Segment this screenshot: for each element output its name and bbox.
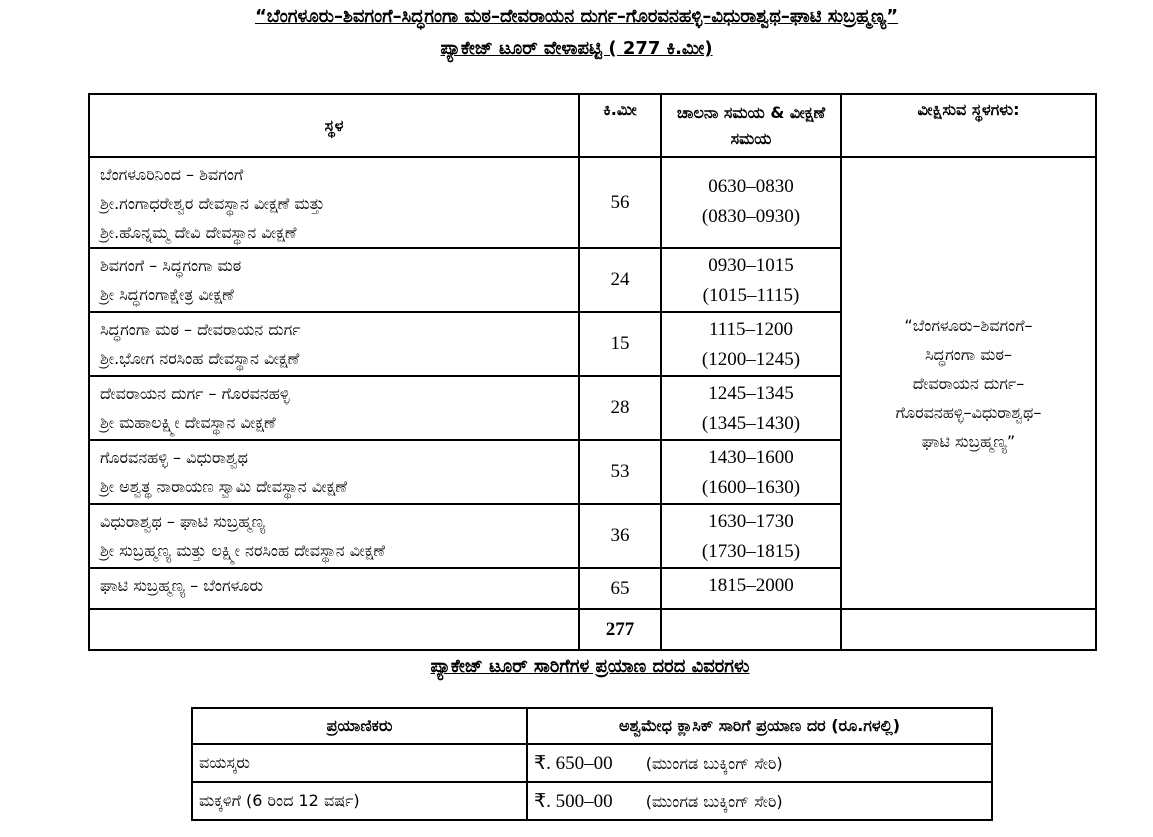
page-subtitle: ಪ್ಯಾಕೇಜ್ ಟೂರ್ ವೇಳಾಪಟ್ಟಿ ( 277 ಕಿ.ಮೀ) [440, 38, 713, 59]
fare-section-title: ಪ್ಯಾಕೇಜ್ ಟೂರ್ ಸಾರಿಗೆಗಳ ಪ್ರಯಾಣ ದರದ ವಿವರಗಳು [430, 656, 750, 677]
drive-time: 1630–1730 [708, 511, 794, 532]
km-cell: 53 [579, 440, 661, 504]
page-title: “ಬೆಂಗಳೂರು–ಶಿವಗಂಗೆ–ಸಿದ್ಧಗಂಗಾ ಮಠ–ದೇವರಾಯನ ದುರ್ಗ–ಗೊರವನಹಳ್ಳಿ–ವಿಧುರಾಶ್ವಥ–ಘಾಟಿ ಸುಬ್ರಹ್ಮಣ್ಯ” [254, 6, 899, 27]
place-cell [89, 504, 579, 568]
table-row [89, 157, 1096, 248]
visit-time: (1015–1115) [702, 285, 800, 306]
visit-time: (1730–1815) [701, 541, 801, 562]
km-cell: 36 [579, 504, 661, 568]
tour-schedule-table [88, 93, 1097, 651]
place-line: ದೇವರಾಯನ ದುರ್ಗ – ಗೊರವನಹಳ್ಳಿ [100, 384, 290, 403]
place-line: ಶ್ರೀ.ಭೋಗ ನರಸಿಂಹ ದೇವಸ್ಥಾನ ವೀಕ್ಷಣೆ [100, 349, 300, 368]
fare-amount: ₹. 650–00 [534, 752, 613, 774]
place-cell [89, 157, 579, 248]
empty-cell [661, 609, 841, 650]
place-line: ಶ್ರೀ ಅಶ್ವತ್ಥ ನಾರಾಯಣ ಸ್ವಾಮಿ ದೇವಸ್ಥಾನ ವೀಕ್ಷಣೆ [100, 477, 347, 496]
place-cell [89, 440, 579, 504]
place-line: ಸಿದ್ಧಗಂಗಾ ಮಠ – ದೇವರಾಯನ ದುರ್ಗ [100, 320, 301, 339]
fare-table [191, 707, 993, 821]
header-rate: ಅಶ್ವಮೇಧ ಕ್ಲಾಸಿಕ್ ಸಾರಿಗೆ ಪ್ರಯಾಣ ದರ (ರೂ.ಗಳಲ್ಲಿ) [527, 708, 992, 744]
place-line: ಶ್ರೀ ಮಹಾಲಕ್ಷ್ಮೀ ದೇವಸ್ಥಾನ ವೀಕ್ಷಣೆ [100, 413, 276, 432]
time-cell [661, 248, 841, 312]
visit-time: (0830–0930) [701, 206, 801, 227]
drive-time: 1115–1200 [708, 319, 794, 340]
fare-row [192, 744, 992, 782]
visit-time: (1200–1245) [701, 349, 801, 370]
fare-header-row [192, 708, 992, 744]
km-cell: 24 [579, 248, 661, 312]
header-time: ಚಾಲನಾ ಸಮಯ & ವೀಕ್ಷಣೆ ಸಮಯ [661, 94, 841, 157]
drive-time: 1430–1600 [708, 447, 794, 468]
place-cell [89, 376, 579, 440]
visit-time: (1345–1430) [701, 413, 801, 434]
km-cell: 56 [579, 157, 661, 248]
place-line: ಬೆಂಗಳೂರಿನಿಂದ – ಶಿವಗಂಗೆ [100, 165, 244, 184]
time-cell [661, 504, 841, 568]
drive-time: 1245–1345 [708, 383, 794, 404]
place-cell [89, 248, 579, 312]
header-sights: ವೀಕ್ಷಿಸುವ ಸ್ಥಳಗಳು: [841, 94, 1096, 157]
sights-line: “ಬೆಂಗಳೂರು–ಶಿವಗಂಗೆ– [904, 315, 1033, 335]
place-line: ವಿಧುರಾಶ್ವಥ – ಘಾಟಿ ಸುಬ್ರಹ್ಮಣ್ಯ [100, 512, 266, 531]
rate-cell [527, 782, 992, 820]
header-place: ಸ್ಥಳ [89, 94, 579, 157]
passenger-cell: ವಯಸ್ಕರು [192, 744, 527, 782]
header-passenger: ಪ್ರಯಾಣಿಕರು [192, 708, 527, 744]
fare-row [192, 782, 992, 820]
place-cell [89, 312, 579, 376]
km-cell: 28 [579, 376, 661, 440]
place-line: ಶ್ರೀ ಸಿದ್ಧಗಂಗಾಕ್ಷೇತ್ರ ವೀಕ್ಷಣೆ [100, 285, 234, 304]
header-km: ಕಿ.ಮೀ [579, 94, 661, 157]
fare-note: (ಮುಂಗಡ ಬುಕ್ಕಿಂಗ್ ಸೇರಿ) [645, 791, 783, 811]
km-cell: 65 [579, 568, 661, 609]
empty-cell [89, 609, 579, 650]
empty-cell [841, 609, 1096, 650]
fare-amount: ₹. 500–00 [534, 790, 613, 812]
passenger-cell: ಮಕ್ಕಳಿಗೆ (6 ರಿಂದ 12 ವರ್ಷ) [192, 782, 527, 820]
drive-time: 0930–1015 [708, 255, 794, 276]
time-cell [661, 157, 841, 248]
place-line: ಶ್ರೀ.ಹೊನ್ನಮ್ಮ ದೇವಿ ದೇವಸ್ಥಾನ ವೀಕ್ಷಣೆ [100, 223, 297, 242]
place-line: ಶ್ರೀ.ಗಂಗಾಧರೇಶ್ವರ ದೇವಸ್ಥಾನ ವೀಕ್ಷಣೆ ಮತ್ತು [100, 194, 325, 213]
fare-note: (ಮುಂಗಡ ಬುಕ್ಕಿಂಗ್ ಸೇರಿ) [645, 753, 783, 773]
drive-time: 0630–0830 [708, 176, 794, 197]
km-cell: 15 [579, 312, 661, 376]
place-cell [89, 568, 579, 609]
total-km: 277 [579, 609, 661, 650]
sights-line: ದೇವರಾಯನ ದುರ್ಗ– [912, 373, 1025, 393]
table-header-row [89, 94, 1096, 157]
sights-cell [841, 157, 1096, 609]
place-line: ಗೊರವನಹಳ್ಳಿ – ವಿಧುರಾಶ್ವಥ [100, 448, 248, 467]
time-cell [661, 568, 841, 609]
sights-line: ಘಾಟಿ ಸುಬ್ರಹ್ಮಣ್ಯ” [921, 431, 1016, 451]
time-cell [661, 312, 841, 376]
time-cell [661, 376, 841, 440]
visit-time: (1600–1630) [701, 477, 801, 498]
place-line: ಶ್ರೀ ಸುಬ್ರಹ್ಮಣ್ಯ ಮತ್ತು ಲಕ್ಷ್ಮೀ ನರಸಿಂಹ ದೇವಸ್ಥಾನ ವೀಕ್ಷಣೆ [100, 541, 386, 560]
time-cell [661, 440, 841, 504]
sights-line: ಸಿದ್ಧಗಂಗಾ ಮಠ– [925, 344, 1012, 364]
drive-time: 1815–2000 [708, 575, 794, 596]
rate-cell [527, 744, 992, 782]
place-line: ಶಿವಗಂಗೆ – ಸಿದ್ಧಗಂಗಾ ಮಠ [100, 256, 242, 275]
total-row [89, 609, 1096, 650]
sights-line: ಗೊರವನಹಳ್ಳಿ–ವಿಧುರಾಶ್ವಥ– [895, 402, 1042, 422]
place-line: ಘಾಟಿ ಸುಬ್ರಹ್ಮಣ್ಯ – ಬೆಂಗಳೂರು [100, 576, 264, 595]
